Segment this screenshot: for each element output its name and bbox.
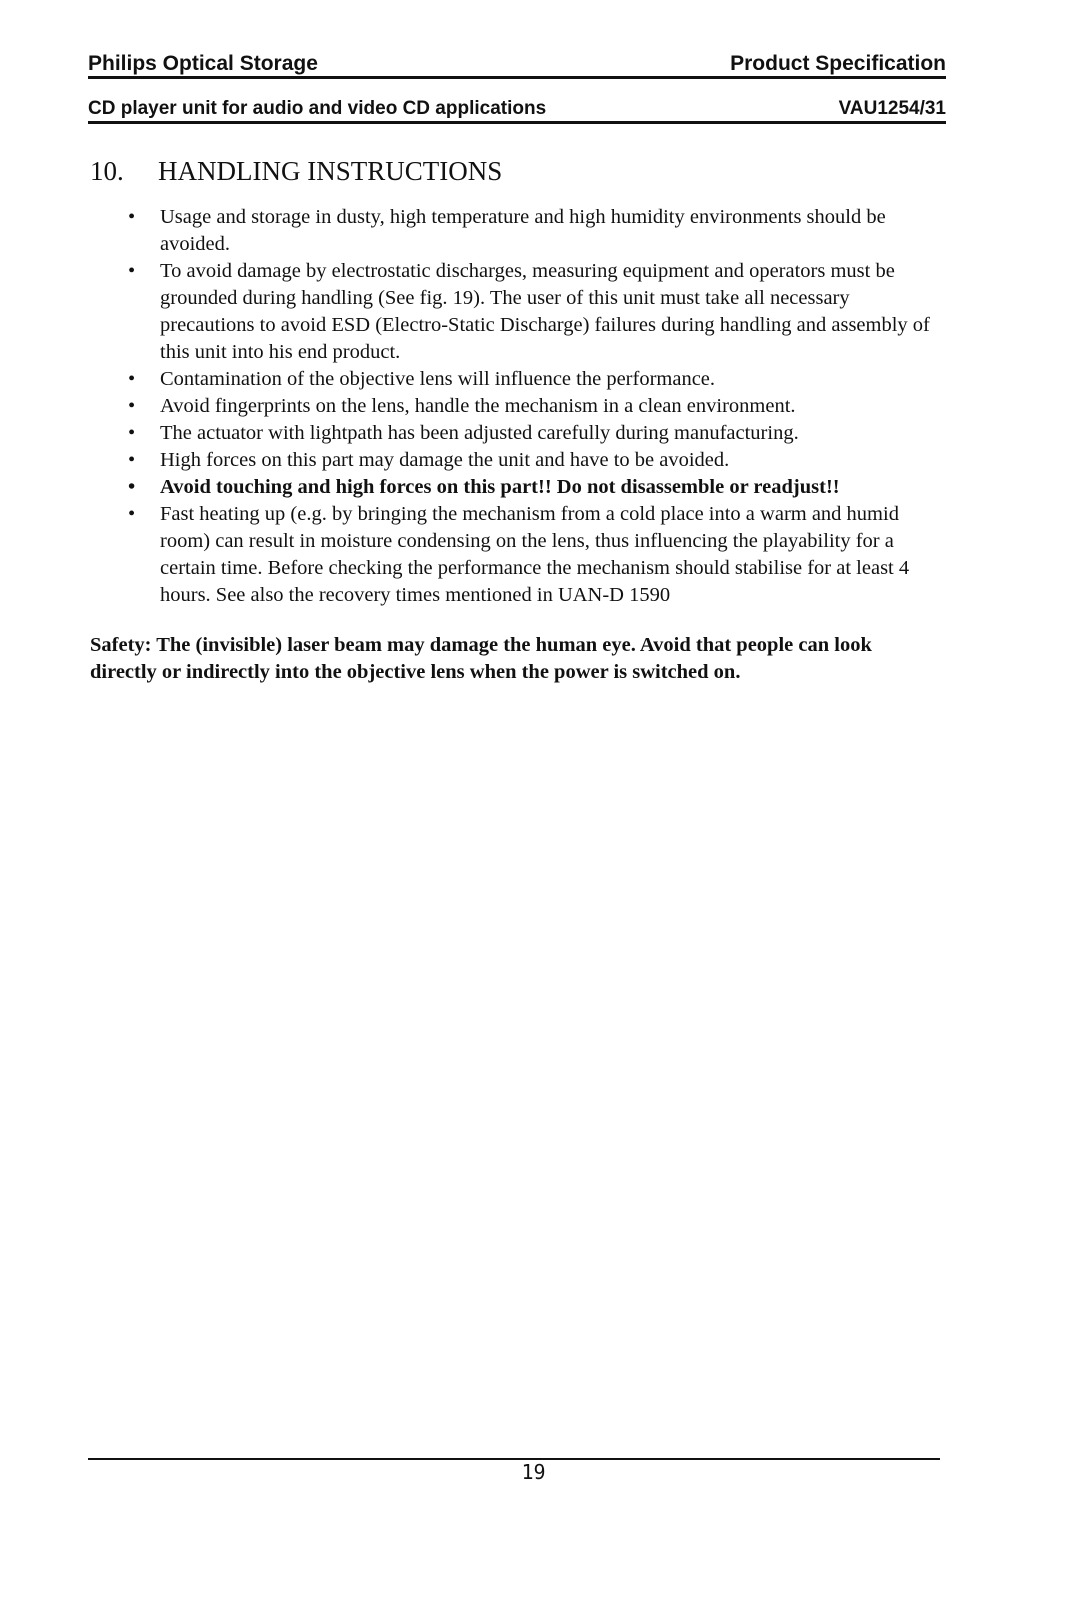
list-item: • High forces on this part may damage the unit and have to be avoided. [160,447,940,474]
section-number: 10. [90,156,124,186]
safety-notice: Safety: The (invisible) laser beam may damage the human eye. Avoid that people can look directly or indirectly into the objective lens when the power is switched on. [90,634,872,683]
header-rule-top [88,76,946,79]
section-heading [90,156,502,187]
model-number: VAU1254/31 [838,98,946,119]
document-subtitle: CD player unit for audio and video CD applications [88,98,547,119]
page-number: 19 [521,1460,546,1484]
list-item: • The actuator with lightpath has been adjusted carefully during manufacturing. [160,420,940,447]
list-item: • To avoid damage by electrostatic discharges, measuring equipment and operators must be grounded during handling (See fig. 19). The user of this unit must take all necessary precautions to avoid ESD (Electro-Static Discharge) failures during handling and assembly of this unit into his end product. [160,258,940,366]
header-bottom-row [88,92,946,120]
handling-instructions-list [160,204,940,609]
list-item: • Usage and storage in dusty, high temperature and high humidity environments should be avoided. [160,204,940,258]
list-item-warning: • Avoid touching and high forces on this part!! Do not disassemble or readjust!! [160,474,940,501]
section-title: HANDLING INSTRUCTIONS [158,156,503,186]
header-rule-bottom [88,121,946,124]
header-top-row [88,48,946,76]
company-name: Philips Optical Storage [88,52,318,75]
document-type: Product Specification [730,52,946,75]
list-item: • Contamination of the objective lens will influence the performance. [160,366,940,393]
list-item: • Fast heating up (e.g. by bringing the mechanism from a cold place into a warm and humid room) can result in moisture condensing on the lens, thus influencing the playability for a certain time. Before checking the performance the mechanism should stabilise for at least 4 hours. See also the recovery times mentioned in UAN-D 1590 [160,501,940,609]
list-item: • Avoid fingerprints on the lens, handle the mechanism in a clean environment. [160,393,940,420]
